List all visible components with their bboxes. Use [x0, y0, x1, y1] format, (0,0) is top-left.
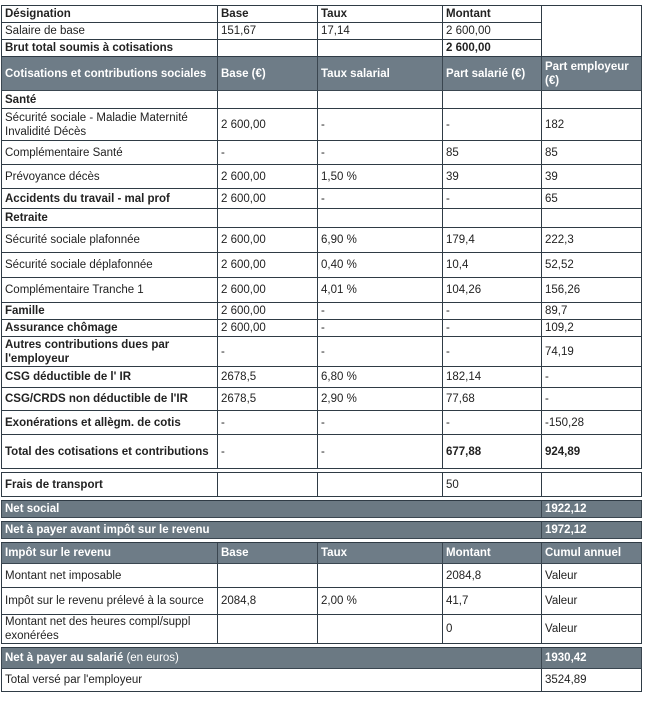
designation-header-row — [2, 6, 642, 23]
row-label: Autres contributions dues par l'employeur — [2, 337, 218, 367]
row-base: 2 600,00 — [218, 278, 318, 303]
row-base: - — [218, 411, 318, 435]
row-employeur: 924,89 — [542, 435, 642, 469]
row-salarie: 182,14 — [443, 367, 542, 388]
impot-header-taux: Taux — [318, 543, 443, 564]
row-salarie: - — [443, 109, 542, 141]
row-label: Assurance chômage — [2, 320, 218, 337]
row-base: 2 600,00 — [218, 165, 318, 189]
empty-cell — [542, 6, 642, 57]
row-salarie: 77,68 — [443, 388, 542, 411]
header-taux: Taux — [318, 6, 443, 23]
row-employeur: 74,19 — [542, 337, 642, 367]
row-base: 2084,8 — [218, 588, 318, 615]
row-employeur: 156,26 — [542, 278, 642, 303]
empty-cell — [542, 473, 642, 497]
table-row — [2, 253, 642, 278]
cotis-header-salarie: Part salarié (€) — [443, 57, 542, 91]
brut-empty-base — [218, 40, 318, 57]
net-a-payer-value: 1930,42 — [542, 648, 642, 669]
row-base — [218, 209, 318, 228]
table-row — [2, 228, 642, 253]
transport-row — [2, 473, 642, 497]
row-label: Complémentaire Santé — [2, 141, 218, 165]
total-cotisations-row — [2, 435, 642, 469]
row-employeur: 109,2 — [542, 320, 642, 337]
row-taux: 4,01 % — [318, 278, 443, 303]
row-label: Retraite — [2, 209, 218, 228]
row-cumul: Valeur — [542, 588, 642, 615]
row-salarie: - — [443, 411, 542, 435]
row-salarie: - — [443, 189, 542, 209]
row-taux: 0,40 % — [318, 253, 443, 278]
salaire-base-base: 151,67 — [218, 23, 318, 40]
row-base: 2678,5 — [218, 367, 318, 388]
row-taux: 6,90 % — [318, 228, 443, 253]
row-employeur: - — [542, 367, 642, 388]
net-social-row — [2, 501, 642, 518]
row-taux: - — [318, 320, 443, 337]
impot-header-cumul: Cumul annuel — [542, 543, 642, 564]
row-taux: 1,50 % — [318, 165, 443, 189]
salaire-base-label: Salaire de base — [2, 23, 218, 40]
net-a-payer-suffix: (en euros) — [123, 652, 179, 664]
salaire-base-montant: 2 600,00 — [443, 23, 542, 40]
row-employeur: 65 — [542, 189, 642, 209]
row-employeur: 39 — [542, 165, 642, 189]
row-label: Sécurité sociale plafonnée — [2, 228, 218, 253]
row-base — [218, 564, 318, 588]
row-base: 2 600,00 — [218, 253, 318, 278]
row-label: Exonérations et allègm. de cotis — [2, 411, 218, 435]
row-salarie — [443, 91, 542, 109]
row-employeur: 85 — [542, 141, 642, 165]
row-taux — [318, 615, 443, 644]
net-a-payer-cell — [2, 648, 542, 669]
cotis-header-employeur: Part employeur (€) — [542, 57, 642, 91]
row-label: Montant net imposable — [2, 564, 218, 588]
table-row — [2, 209, 642, 228]
header-base: Base — [218, 6, 318, 23]
row-salarie: - — [443, 303, 542, 320]
row-label: Complémentaire Tranche 1 — [2, 278, 218, 303]
row-salarie: - — [443, 337, 542, 367]
row-montant: 41,7 — [443, 588, 542, 615]
table-row — [2, 141, 642, 165]
row-label: Impôt sur le revenu prélevé à la source — [2, 588, 218, 615]
row-base: - — [218, 435, 318, 469]
net-avant-impot-value: 1972,12 — [542, 522, 642, 539]
header-montant: Montant — [443, 6, 542, 23]
empty-cell — [218, 473, 318, 497]
row-employeur: 182 — [542, 109, 642, 141]
table-row — [2, 278, 642, 303]
row-employeur — [542, 209, 642, 228]
header-designation: Désignation — [2, 6, 218, 23]
table-row — [2, 615, 642, 644]
row-taux: - — [318, 141, 443, 165]
row-base: 2 600,00 — [218, 228, 318, 253]
row-label: Prévoyance décès — [2, 165, 218, 189]
row-taux: 2,90 % — [318, 388, 443, 411]
row-taux: 2,00 % — [318, 588, 443, 615]
total-verse-value: 3524,89 — [542, 669, 642, 692]
table-row — [2, 165, 642, 189]
row-taux: 6,80 % — [318, 367, 443, 388]
table-row — [2, 564, 642, 588]
row-label: Montant net des heures compl/suppl exonérées — [2, 615, 218, 644]
row-cumul: Valeur — [542, 615, 642, 644]
cotis-header-base: Base (€) — [218, 57, 318, 91]
net-social-value: 1922,12 — [542, 501, 642, 518]
cotisations-header-row — [2, 57, 642, 91]
row-label: Sécurité sociale déplafonnée — [2, 253, 218, 278]
row-cumul: Valeur — [542, 564, 642, 588]
row-label: Total des cotisations et contributions — [2, 435, 218, 469]
row-label: CSG/CRDS non déductible de l'IR — [2, 388, 218, 411]
row-base: 2 600,00 — [218, 320, 318, 337]
impot-header-base: Base — [218, 543, 318, 564]
row-taux: - — [318, 303, 443, 320]
row-montant: 0 — [443, 615, 542, 644]
table-row — [2, 189, 642, 209]
row-label: CSG déductible de l' IR — [2, 367, 218, 388]
table-row — [2, 91, 642, 109]
row-taux: - — [318, 411, 443, 435]
total-verse-label: Total versé par l'employeur — [2, 669, 542, 692]
row-salarie: 39 — [443, 165, 542, 189]
row-employeur: 89,7 — [542, 303, 642, 320]
row-base: 2 600,00 — [218, 109, 318, 141]
net-avant-impot-label: Net à payer avant impôt sur le revenu — [2, 522, 542, 539]
row-label: Accidents du travail - mal prof — [2, 189, 218, 209]
net-a-payer-label: Net à payer au salarié — [5, 652, 124, 664]
row-taux — [318, 91, 443, 109]
row-employeur: - — [542, 388, 642, 411]
table-row — [2, 109, 642, 141]
net-social-label: Net social — [2, 501, 542, 518]
row-label: Sécurité sociale - Maladie Maternité Invalidité Décès — [2, 109, 218, 141]
row-taux: - — [318, 109, 443, 141]
salaire-base-taux: 17,14 — [318, 23, 443, 40]
row-base: 2 600,00 — [218, 189, 318, 209]
row-employeur — [542, 91, 642, 109]
table-row — [2, 367, 642, 388]
total-verse-row — [2, 669, 642, 692]
row-salarie — [443, 209, 542, 228]
row-taux — [318, 564, 443, 588]
row-montant: 2084,8 — [443, 564, 542, 588]
impot-header-label: Impôt sur le revenu — [2, 543, 218, 564]
row-employeur: -150,28 — [542, 411, 642, 435]
row-base: 2678,5 — [218, 388, 318, 411]
row-taux: - — [318, 337, 443, 367]
row-salarie: 104,26 — [443, 278, 542, 303]
impot-header-row — [2, 543, 642, 564]
row-salarie: - — [443, 320, 542, 337]
row-salarie: 677,88 — [443, 435, 542, 469]
row-taux: - — [318, 435, 443, 469]
net-a-payer-row — [2, 648, 642, 669]
row-base — [218, 91, 318, 109]
net-avant-impot-row — [2, 522, 642, 539]
table-row — [2, 320, 642, 337]
row-base: - — [218, 337, 318, 367]
transport-label: Frais de transport — [2, 473, 218, 497]
impot-header-montant: Montant — [443, 543, 542, 564]
payslip-table — [1, 5, 642, 692]
table-row — [2, 303, 642, 320]
row-taux: - — [318, 189, 443, 209]
table-row — [2, 337, 642, 367]
row-label: Santé — [2, 91, 218, 109]
table-row — [2, 588, 642, 615]
row-employeur: 222,3 — [542, 228, 642, 253]
row-salarie: 85 — [443, 141, 542, 165]
transport-salarie: 50 — [443, 473, 542, 497]
cotis-header-taux: Taux salarial — [318, 57, 443, 91]
row-base: 2 600,00 — [218, 303, 318, 320]
row-salarie: 10,4 — [443, 253, 542, 278]
row-salarie: 179,4 — [443, 228, 542, 253]
row-base — [218, 615, 318, 644]
cotis-header-label: Cotisations et contributions sociales — [2, 57, 218, 91]
empty-cell — [318, 473, 443, 497]
brut-label: Brut total soumis à cotisations — [2, 40, 218, 57]
brut-montant: 2 600,00 — [443, 40, 542, 57]
row-employeur: 52,52 — [542, 253, 642, 278]
row-base: - — [218, 141, 318, 165]
row-taux — [318, 209, 443, 228]
row-label: Famille — [2, 303, 218, 320]
table-row — [2, 388, 642, 411]
table-row — [2, 411, 642, 435]
brut-empty-taux — [318, 40, 443, 57]
